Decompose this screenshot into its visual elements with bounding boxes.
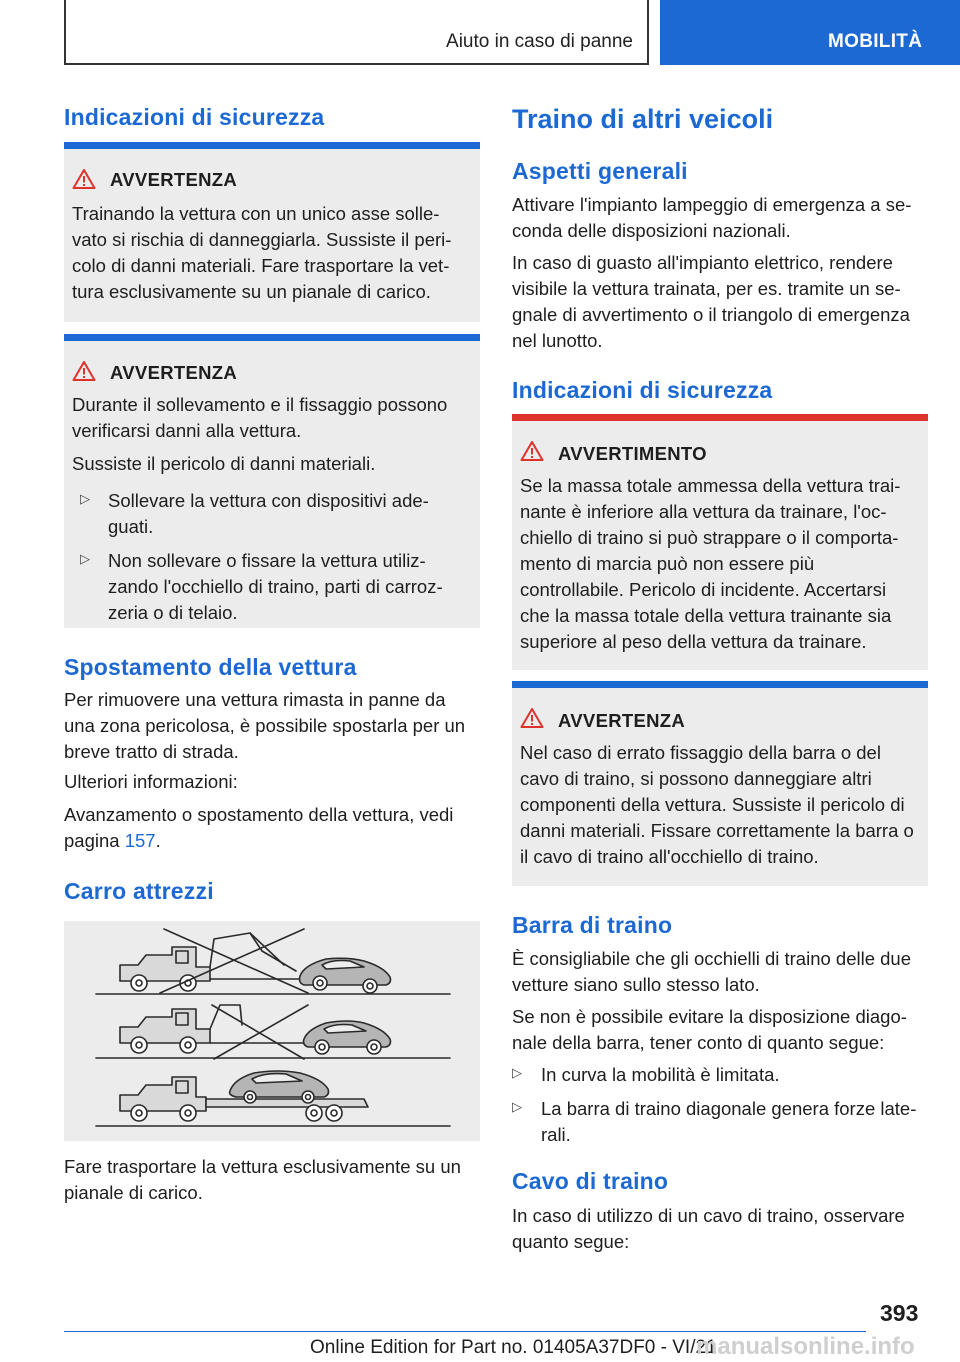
left-safety-heading: Indicazioni di sicurezza bbox=[64, 104, 325, 130]
warning-box-4 bbox=[512, 681, 928, 886]
tow-bar-diagonal-text: Se non è possibile evitare la disposizione diago- nale della barra, tener conto di quanto segue: bbox=[512, 1006, 907, 1053]
list-item: Non sollevare o fissare la vettura utiliz- zando l'occhiello di traino, parti di carroz- zeria o di telaio. bbox=[108, 550, 443, 623]
header-section-box bbox=[64, 0, 649, 65]
warning-2-text: Durante il sollevamento e il fissaggio possono verificarsi danni alla vettura. bbox=[72, 394, 448, 441]
figure-caption: Fare trasportare la vettura esclusivamente su un pianale di carico. bbox=[64, 1156, 461, 1203]
electrical-fault-text: In caso di guasto all'impianto elettrico, rendere visibile la vettura trainata, per es. tramite un se- gnale di avvertimento o il triangolo di emergenza nel lunotto. bbox=[512, 252, 910, 351]
more-info-label: Ulteriori informazioni: bbox=[64, 771, 238, 792]
site-watermark: manualsonline.info bbox=[696, 1333, 915, 1360]
footer-divider bbox=[64, 1331, 866, 1332]
tow-bar-text: È consigliabile che gli occhielli di traino delle due vetture siano sullo stesso lato. bbox=[512, 948, 912, 995]
list-item: In curva la mobilità è limitata. bbox=[541, 1064, 780, 1085]
move-vehicle-text: Per rimuovere una vettura rimasta in panne da una zona pericolosa, è possibile spostarla per un breve tratto di strada. bbox=[64, 689, 466, 762]
edition-footer: Online Edition for Part no. 01405A37DF0 - VI/21 bbox=[310, 1337, 717, 1358]
warning-4-title: AVVERTENZA bbox=[558, 710, 686, 731]
page-reference-link[interactable]: 157 bbox=[124, 830, 156, 851]
list-item: Sollevare la vettura con dispositivi ade- guati. bbox=[108, 490, 429, 537]
warning-box-1 bbox=[64, 142, 480, 322]
bullet-triangle-icon: ▷ bbox=[80, 491, 90, 506]
warning-4-text: Nel caso di errato fissaggio della barra o del cavo di traino, si possono danneggiare altri componenti della vettura. Sussiste il pericolo di danni materiali. Fissare correttamente la barra o il cavo di traino all'occhiello di traino. bbox=[520, 742, 914, 867]
warning-triangle-icon bbox=[520, 707, 544, 729]
tow-cable-heading: Cavo di traino bbox=[512, 1168, 669, 1194]
warning-1-title: AVVERTENZA bbox=[110, 169, 238, 190]
warning-3-text: Se la massa totale ammessa della vettura trai- nante è inferiore alla vettura da trainare, l'oc- chiello di traino si può strappare o il comporta- mento di marcia può non essere più controllabile. Pericolo di incidente. Accertarsi che la massa totale della vettura trainante sia superiore al peso della vettura da trainare. bbox=[520, 475, 901, 652]
towing-title: Traino di altri veicoli bbox=[512, 104, 774, 134]
cross-reference: Avanzamento o spostamento della vettura, vedi pagina 157. bbox=[64, 804, 454, 851]
warning-2-risk: Sussiste il pericolo di danni materiali. bbox=[72, 453, 376, 474]
tow-truck-heading: Carro attrezzi bbox=[64, 878, 214, 904]
header-chapter-tab[interactable] bbox=[660, 0, 960, 65]
warning-box-3 bbox=[512, 414, 928, 670]
warning-1-text: Trainando la vettura con un unico asse solle- vato si rischia di danneggiarla. Sussiste il peri- colo di danni materiali. Fare trasportare la vet- tura esclusivamente su un pianale di carico. bbox=[72, 203, 452, 302]
header-section-title: Aiuto in caso di panne bbox=[446, 31, 633, 52]
warning-2-title: AVVERTENZA bbox=[110, 362, 238, 383]
warning-box-2 bbox=[64, 334, 480, 628]
warning-triangle-icon bbox=[520, 440, 544, 462]
bullet-triangle-icon: ▷ bbox=[512, 1099, 522, 1114]
general-aspects-heading: Aspetti generali bbox=[512, 158, 688, 184]
bullet-triangle-icon: ▷ bbox=[80, 551, 90, 566]
tow-bar-heading: Barra di traino bbox=[512, 912, 673, 938]
tow-cable-text: In caso di utilizzo di un cavo di traino, osservare quanto segue: bbox=[512, 1205, 905, 1252]
warning-3-title: AVVERTIMENTO bbox=[558, 443, 707, 464]
tow-methods-illustration bbox=[64, 921, 480, 1141]
warning-triangle-icon bbox=[72, 168, 96, 190]
header-chapter-label: MOBILITÀ bbox=[828, 31, 923, 52]
list-item: La barra di traino diagonale genera forze late- rali. bbox=[541, 1098, 917, 1145]
page-number: 393 bbox=[880, 1300, 919, 1326]
general-aspects-text: Attivare l'impianto lampeggio di emergenza a se- conda delle disposizioni nazionali. bbox=[512, 194, 912, 241]
move-vehicle-heading: Spostamento della vettura bbox=[64, 654, 357, 680]
right-safety-heading: Indicazioni di sicurezza bbox=[512, 377, 773, 403]
bullet-triangle-icon: ▷ bbox=[512, 1065, 522, 1080]
warning-triangle-icon bbox=[72, 360, 96, 382]
tow-truck-illustration bbox=[64, 921, 480, 1141]
